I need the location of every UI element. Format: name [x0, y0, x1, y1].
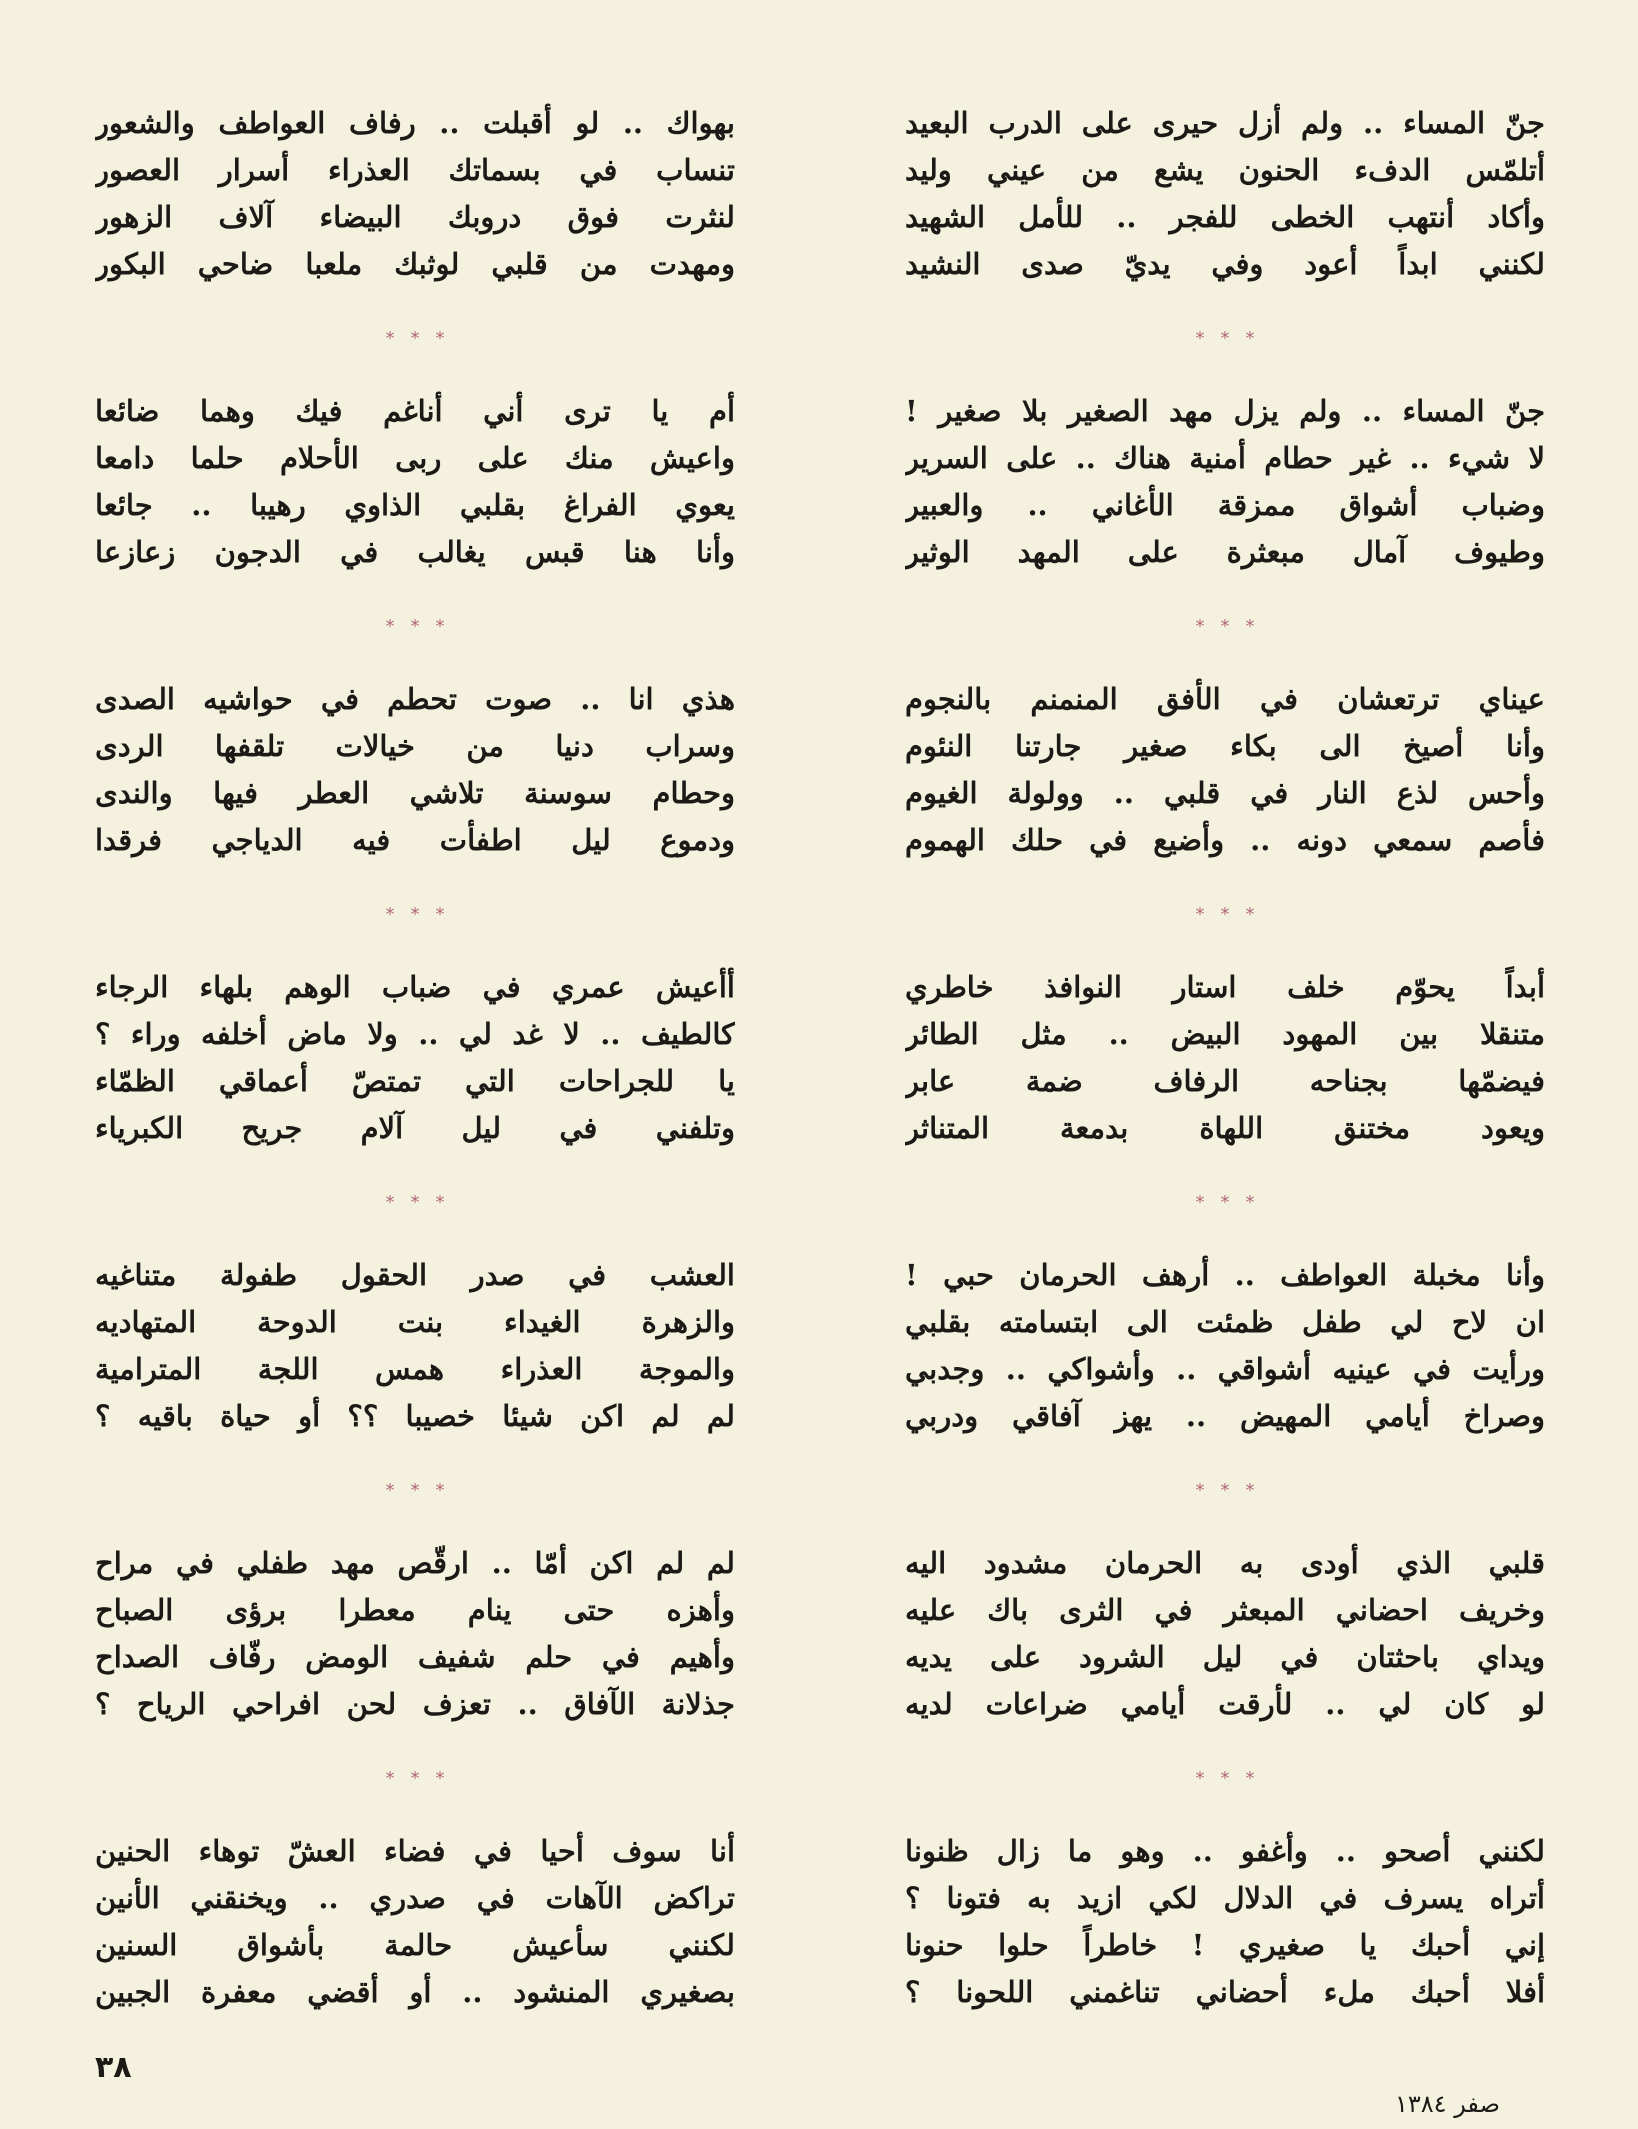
verse-line: وضباب أشواق ممزقة الأغاني .. والعبير — [905, 488, 1545, 522]
asterisk-icon: * — [410, 1767, 420, 1789]
verse-line: وأنا مخبلة العواطف .. أرهف الحرمان حبي ! — [905, 1258, 1545, 1292]
verse-line: بهواك .. لو أقبلت .. رفاف العواطف والشعور — [95, 106, 735, 140]
page-number: ٣٨ — [95, 2050, 132, 2085]
verse-line: لكنني سأعيش حالمة بأشواق السنين — [95, 1928, 735, 1962]
issue-date: صفر ١٣٨٤ — [1395, 2090, 1500, 2118]
verse-line: أتلمّس الدفء الحنون يشع من عيني وليد — [905, 153, 1545, 187]
verse-line: وحطام سوسنة تلاشي العطر فيها والندى — [95, 776, 735, 810]
asterisk-icon: * — [1195, 1191, 1205, 1213]
poem-column-left — [95, 100, 735, 2016]
asterisk-icon: * — [1220, 1191, 1230, 1213]
verse-line: فيضمّها بجناحه الرفاف ضمة عابر — [905, 1064, 1545, 1098]
asterisk-icon: * — [1245, 327, 1255, 349]
verse-line: متنقلا بين المهود البيض .. مثل الطائر — [905, 1017, 1545, 1051]
stanza — [905, 676, 1545, 864]
stanza-separator — [905, 288, 1545, 388]
verse-line: لا شيء .. غير حطام أمنية هناك .. على السرير — [905, 441, 1545, 475]
stanza-separator — [905, 1440, 1545, 1540]
asterisk-icon: * — [1195, 1479, 1205, 1501]
verse-line: وسراب دنيا من خيالات تلقفها الردى — [95, 729, 735, 763]
verse-line: لم لم اكن أمّا .. ارقّص مهد طفلي في مراح — [95, 1546, 735, 1580]
stanza — [905, 1828, 1545, 2016]
stanza — [905, 964, 1545, 1152]
asterisk-icon: * — [385, 1767, 395, 1789]
stanza — [95, 676, 735, 864]
stanza — [95, 100, 735, 288]
asterisk-icon: * — [1245, 1767, 1255, 1789]
verse-line: العشب في صدر الحقول طفولة متناغيه — [95, 1258, 735, 1292]
asterisk-icon: * — [1245, 1479, 1255, 1501]
asterisk-icon: * — [1220, 1479, 1230, 1501]
asterisk-icon: * — [1245, 903, 1255, 925]
verse-line: بصغيري المنشود .. أو أقضي معفرة الجبين — [95, 1975, 735, 2009]
asterisk-icon: * — [385, 327, 395, 349]
verse-line: يا للجراحات التي تمتصّ أعماقي الظمّاء — [95, 1064, 735, 1098]
stanza-separator — [95, 576, 735, 676]
verse-line: أفلا أحبك ملء أحضاني تناغمني اللحونا ؟ — [905, 1975, 1545, 2009]
stanza-separator — [95, 864, 735, 964]
stanza — [905, 1252, 1545, 1440]
verse-line: وأنا هنا قبس يغالب في الدجون زعازعا — [95, 535, 735, 569]
asterisk-icon: * — [1220, 615, 1230, 637]
asterisk-icon: * — [435, 327, 445, 349]
stanza — [905, 388, 1545, 576]
verse-line: والزهرة الغيداء بنت الدوحة المتهاديه — [95, 1305, 735, 1339]
asterisk-icon: * — [1195, 327, 1205, 349]
asterisk-icon: * — [385, 903, 395, 925]
asterisk-icon: * — [1245, 1191, 1255, 1213]
asterisk-icon: * — [435, 1767, 445, 1789]
verse-line: إني أحبك يا صغيري ! خاطراً حلوا حنونا — [905, 1928, 1545, 1962]
verse-line: أم يا ترى أني أناغم فيك وهما ضائعا — [95, 394, 735, 428]
verse-line: هذي انا .. صوت تحطم في حواشيه الصدى — [95, 682, 735, 716]
asterisk-icon: * — [435, 1479, 445, 1501]
verse-line: كالطيف .. لا غد لي .. ولا ماض أخلفه وراء ؟ — [95, 1017, 735, 1051]
stanza — [95, 388, 735, 576]
asterisk-icon: * — [435, 615, 445, 637]
verse-line: وصراخ أيامي المهيض .. يهز آفاقي ودربي — [905, 1399, 1545, 1433]
asterisk-icon: * — [1195, 615, 1205, 637]
asterisk-icon: * — [385, 1191, 395, 1213]
verse-line: تنساب في بسماتك العذراء أسرار العصور — [95, 153, 735, 187]
verse-line: أتراه يسرف في الدلال لكي ازيد به فتونا ؟ — [905, 1881, 1545, 1915]
stanza — [95, 1540, 735, 1728]
stanza-separator — [95, 1152, 735, 1252]
verse-line: تراكض الآهات في صدري .. ويخنقني الأنين — [95, 1881, 735, 1915]
stanza-separator — [95, 288, 735, 388]
verse-line: أبداً يحوّم خلف استار النوافذ خاطري — [905, 970, 1545, 1004]
verse-line: يعوي الفراغ بقلبي الذاوي رهيبا .. جائعا — [95, 488, 735, 522]
verse-line: وتلفني في ليل آلام جريح الكبرياء — [95, 1111, 735, 1145]
stanza — [95, 1252, 735, 1440]
verse-line: لكنني ابداً أعود وفي يديّ صدى النشيد — [905, 247, 1545, 281]
stanza-separator — [95, 1440, 735, 1540]
verse-line: وأحس لذع النار في قلبي .. وولولة الغيوم — [905, 776, 1545, 810]
asterisk-icon: * — [1220, 903, 1230, 925]
verse-line: جنّ المساء .. ولم يزل مهد الصغير بلا صغير ! — [905, 394, 1545, 428]
verse-line: ويداي باحثتان في ليل الشرود على يديه — [905, 1640, 1545, 1674]
verse-line: لكنني أصحو .. وأغفو .. وهو ما زال ظنونا — [905, 1834, 1545, 1868]
verse-line: ويعود مختنق اللهاة بدمعة المتناثر — [905, 1111, 1545, 1145]
verse-line: أنا سوف أحيا في فضاء العشّ توهاء الحنين — [95, 1834, 735, 1868]
poem-column-right — [905, 100, 1545, 2016]
verse-line: وأنا أصيخ الى بكاء صغير جارتنا النئوم — [905, 729, 1545, 763]
verse-line: وطيوف آمال مبعثرة على المهد الوثير — [905, 535, 1545, 569]
asterisk-icon: * — [410, 1479, 420, 1501]
asterisk-icon: * — [1220, 327, 1230, 349]
stanza-separator — [95, 1728, 735, 1828]
asterisk-icon: * — [410, 903, 420, 925]
stanza-separator — [905, 864, 1545, 964]
stanza — [905, 1540, 1545, 1728]
verse-line: ورأيت في عينيه أشواقي .. وأشواكي .. وجدبي — [905, 1352, 1545, 1386]
verse-line: لو كان لي .. لأرقت أيامي ضراعات لديه — [905, 1687, 1545, 1721]
stanza — [905, 100, 1545, 288]
asterisk-icon: * — [410, 615, 420, 637]
verse-line: ان لاح لي طفل ظمئت الى ابتسامته بقلبي — [905, 1305, 1545, 1339]
asterisk-icon: * — [435, 1191, 445, 1213]
verse-line: أأعيش عمري في ضباب الوهم بلهاء الرجاء — [95, 970, 735, 1004]
stanza — [95, 1828, 735, 2016]
verse-line: وأكاد أنتهب الخطى للفجر .. للأمل الشهيد — [905, 200, 1545, 234]
asterisk-icon: * — [385, 1479, 395, 1501]
asterisk-icon: * — [435, 903, 445, 925]
asterisk-icon: * — [385, 615, 395, 637]
verse-line: جذلانة الآفاق .. تعزف لحن افراحي الرياح ؟ — [95, 1687, 735, 1721]
verse-line: لنثرت فوق دروبك البيضاء آلاف الزهور — [95, 200, 735, 234]
asterisk-icon: * — [1245, 615, 1255, 637]
verse-line: قلبي الذي أودى به الحرمان مشدود اليه — [905, 1546, 1545, 1580]
verse-line: وأهزه حتى ينام معطرا برؤى الصباح — [95, 1593, 735, 1627]
verse-line: واعيش منك على ربى الأحلام حلما دامعا — [95, 441, 735, 475]
stanza-separator — [905, 1728, 1545, 1828]
verse-line: وأهيم في حلم شفيف الومض رفّاف الصداح — [95, 1640, 735, 1674]
verse-line: جنّ المساء .. ولم أزل حيرى على الدرب البعيد — [905, 106, 1545, 140]
verse-line: فأصم سمعي دونه .. وأضيع في حلك الهموم — [905, 823, 1545, 857]
verse-line: ومهدت من قلبي لوثبك ملعبا ضاحي البكور — [95, 247, 735, 281]
asterisk-icon: * — [1195, 903, 1205, 925]
asterisk-icon: * — [1195, 1767, 1205, 1789]
verse-line: لم لم اكن شيئا خصيبا ؟؟ أو حياة باقيه ؟ — [95, 1399, 735, 1433]
verse-line: والموجة العذراء همس اللجة المترامية — [95, 1352, 735, 1386]
verse-line: ودموع ليل اطفأت فيه الدياجي فرقدا — [95, 823, 735, 857]
verse-line: عيناي ترتعشان في الأفق المنمنم بالنجوم — [905, 682, 1545, 716]
stanza-separator — [905, 1152, 1545, 1252]
asterisk-icon: * — [410, 327, 420, 349]
asterisk-icon: * — [410, 1191, 420, 1213]
stanza — [95, 964, 735, 1152]
stanza-separator — [905, 576, 1545, 676]
asterisk-icon: * — [1220, 1767, 1230, 1789]
verse-line: وخريف احضاني المبعثر في الثرى باك عليه — [905, 1593, 1545, 1627]
